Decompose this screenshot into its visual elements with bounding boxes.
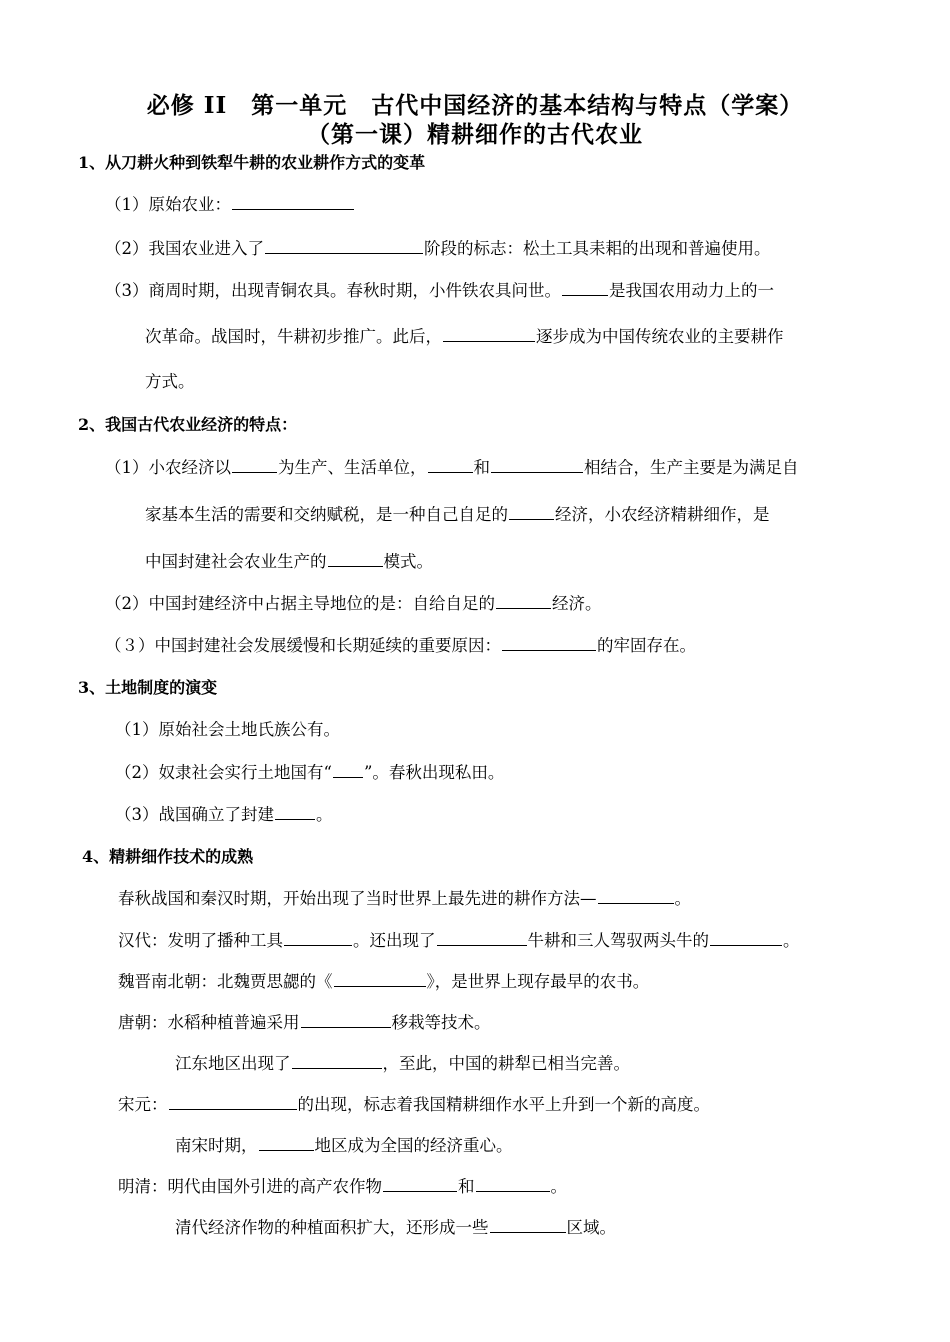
fill-blank[interactable] xyxy=(284,928,352,946)
fill-blank[interactable] xyxy=(562,278,608,296)
fill-blank[interactable] xyxy=(265,236,423,254)
fill-blank[interactable] xyxy=(301,1010,391,1028)
section-3-item-3 xyxy=(115,802,333,827)
fill-blank[interactable] xyxy=(169,1092,297,1110)
fill-blank[interactable] xyxy=(710,928,782,946)
section-1-heading: 1、从刀耕火种到铁犁牛耕的农业耕作方式的变革 xyxy=(78,153,426,172)
section-3-heading: 3、土地制度的演变 xyxy=(78,678,218,697)
fill-blank[interactable] xyxy=(275,802,315,820)
item-text: 南宋时期， xyxy=(175,1136,258,1155)
section-4-heading: 4、精耕细作技术的成熟 xyxy=(82,847,254,866)
item-text: 阶段的标志：松土工具耒耜的出现和普遍使用。 xyxy=(424,239,771,258)
item-text: 为生产、生活单位， xyxy=(278,458,427,477)
item-text: 地区成为全国的经济重心。 xyxy=(314,1136,513,1155)
section-2-item-1-cont xyxy=(145,502,770,527)
item-text: 家基本生活的需要和交纳赋税，是一种自己自足的 xyxy=(145,505,508,524)
fill-blank[interactable] xyxy=(232,455,277,473)
item-text: 明清：明代由国外引进的高产农作物 xyxy=(118,1177,382,1196)
item-text: 汉代：发明了播种工具 xyxy=(118,931,283,950)
item-text: 和 xyxy=(458,1177,475,1196)
item-text: 模式。 xyxy=(383,552,433,571)
fill-blank[interactable] xyxy=(443,324,535,342)
section-4-line-2 xyxy=(118,928,800,953)
section-1-item-3-cont xyxy=(145,324,784,349)
fill-blank[interactable] xyxy=(496,591,551,609)
fill-blank[interactable] xyxy=(383,1174,457,1192)
fill-blank[interactable] xyxy=(333,760,363,778)
item-text: 逐步成为中国传统农业的主要耕作 xyxy=(536,327,784,346)
item-text: 牛耕和三人驾驭两头牛的 xyxy=(527,931,709,950)
item-text: （1）原始农业： xyxy=(105,195,231,214)
section-2-item-1-end xyxy=(145,549,433,574)
section-3-item-1: （1）原始社会土地氏族公有。 xyxy=(115,720,340,739)
item-text: 和 xyxy=(473,458,490,477)
fill-blank[interactable] xyxy=(598,886,674,904)
item-text: 清代经济作物的种植面积扩大，还形成一些 xyxy=(175,1218,489,1237)
item-text: 。还出现了 xyxy=(353,931,436,950)
item-text: （3）商周时期，出现青铜农具。春秋时期，小件铁农具问世。 xyxy=(105,281,561,300)
fill-blank[interactable] xyxy=(428,455,473,473)
section-2-item-1 xyxy=(105,455,799,480)
item-text: 。 xyxy=(316,805,333,824)
item-text: 次革命。战国时，牛耕初步推广。此后， xyxy=(145,327,442,346)
section-2-item-3 xyxy=(105,633,696,658)
section-4-line-1 xyxy=(118,886,691,911)
fill-blank[interactable] xyxy=(437,928,527,946)
section-2-heading: 2、我国古代农业经济的特点： xyxy=(78,415,298,434)
section-1-item-3-end: 方式。 xyxy=(145,372,195,391)
item-text: （2）我国农业进入了 xyxy=(105,239,264,258)
page-title: 必修 II 第一单元 古代中国经济的基本结构与特点（学案） xyxy=(146,92,804,119)
fill-blank[interactable] xyxy=(490,1215,566,1233)
fill-blank[interactable] xyxy=(476,1174,550,1192)
section-4-line-3 xyxy=(118,969,649,994)
item-text: 的出现，标志着我国精耕细作水平上升到一个新的高度。 xyxy=(297,1095,710,1114)
fill-blank[interactable] xyxy=(502,633,596,651)
section-1-item-2 xyxy=(105,236,771,261)
section-2-item-2 xyxy=(105,591,602,616)
fill-blank[interactable] xyxy=(259,1133,314,1151)
item-text: 区域。 xyxy=(566,1218,616,1237)
item-text: ，至此，中国的耕犁已相当完善。 xyxy=(382,1054,630,1073)
item-text: 唐朝：水稻种植普遍采用 xyxy=(118,1013,300,1032)
section-4-line-6 xyxy=(118,1092,710,1117)
item-text: 的牢固存在。 xyxy=(597,636,696,655)
fill-blank[interactable] xyxy=(328,549,383,567)
section-4-line-4 xyxy=(118,1010,491,1035)
item-text: 。 xyxy=(674,889,691,908)
item-text: 宋元： xyxy=(118,1095,168,1114)
item-text: ”。春秋出现私田。 xyxy=(363,763,505,782)
section-4-line-9 xyxy=(175,1215,616,1240)
item-text: 是我国农用动力上的一 xyxy=(609,281,774,300)
fill-blank[interactable] xyxy=(509,502,554,520)
item-text: 。 xyxy=(783,931,800,950)
item-text: （1）小农经济以 xyxy=(105,458,231,477)
page-subtitle: （第一课）精耕细作的古代农业 xyxy=(307,121,643,148)
section-4-line-7 xyxy=(175,1133,513,1158)
section-4-line-8 xyxy=(118,1174,567,1199)
fill-blank[interactable] xyxy=(292,1051,382,1069)
item-text: （３）中国封建社会发展缓慢和长期延续的重要原因： xyxy=(105,636,501,655)
fill-blank[interactable] xyxy=(491,455,583,473)
item-text: 相结合，生产主要是为满足自 xyxy=(584,458,799,477)
item-text: （2）中国封建经济中占据主导地位的是：自给自足的 xyxy=(105,594,495,613)
section-1-item-1 xyxy=(105,192,355,217)
item-text: 春秋战国和秦汉时期，开始出现了当时世界上最先进的耕作方法— xyxy=(118,889,597,908)
item-text: 》，是世界上现存最早的农书。 xyxy=(426,972,650,991)
item-text: （2）奴隶社会实行土地国有“ xyxy=(115,763,332,782)
item-text: （3）战国确立了封建 xyxy=(115,805,274,824)
item-text: 经济。 xyxy=(552,594,602,613)
fill-blank[interactable] xyxy=(334,969,426,987)
item-text: 江东地区出现了 xyxy=(175,1054,291,1073)
fill-blank[interactable] xyxy=(232,192,354,210)
item-text: 。 xyxy=(550,1177,567,1196)
section-4-line-5 xyxy=(175,1051,630,1076)
item-text: 经济，小农经济精耕细作，是 xyxy=(555,505,770,524)
item-text: 移栽等技术。 xyxy=(391,1013,491,1032)
section-1-item-3 xyxy=(105,278,774,303)
item-text: 魏晋南北朝：北魏贾思勰的《 xyxy=(118,972,333,991)
section-3-item-2 xyxy=(115,760,504,785)
item-text: 中国封建社会农业生产的 xyxy=(145,552,327,571)
